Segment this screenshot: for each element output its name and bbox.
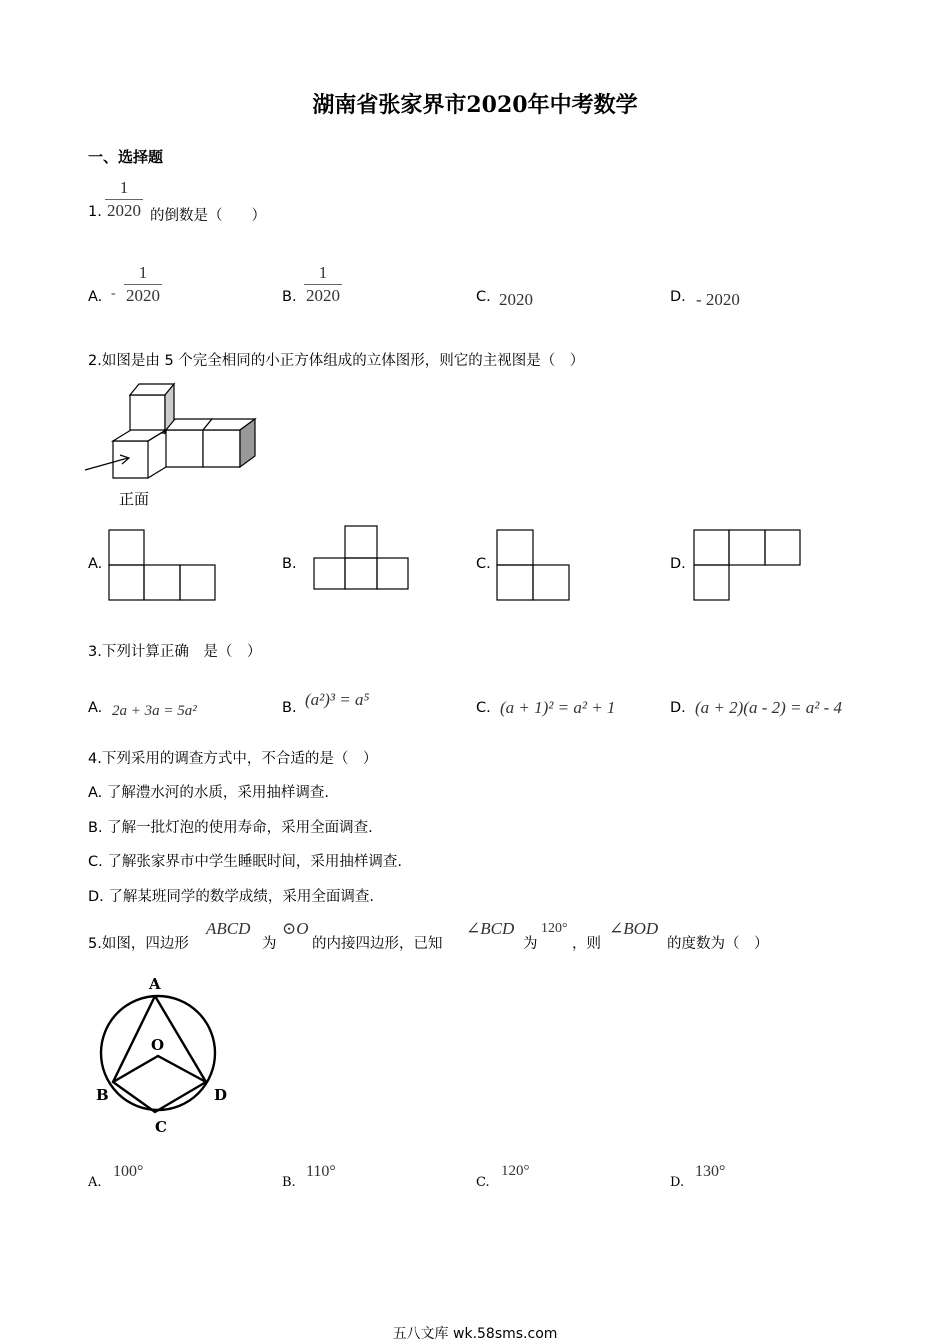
question-5-part2: 为 [262, 936, 277, 952]
figure-label-c: C [155, 1118, 167, 1136]
q5-math-angle-bcd: ∠BCD [466, 919, 515, 938]
q1-option-a-label[interactable]: A. [88, 289, 103, 305]
fraction-numerator: 1 [119, 178, 129, 197]
q4-option-d[interactable]: D. 了解某班同学的数学成绩，采用全面调查. [88, 889, 374, 905]
figure-label-o: O [151, 1036, 165, 1054]
q1-option-d-label[interactable]: D. [670, 289, 686, 305]
q3-option-a-expr: 2a + 3a = 5a² [112, 703, 197, 719]
q1-option-b-label[interactable]: B. [282, 289, 297, 305]
footer-watermark: 五八文库 wk.58sms.com [392, 1326, 558, 1342]
figure-label-d: D [214, 1086, 228, 1104]
section-heading: 一、选择题 [88, 148, 164, 166]
q4-option-b[interactable]: B. 了解一批灯泡的使用寿命，采用全面调查. [88, 820, 373, 836]
fraction-numerator: 1 [138, 263, 148, 282]
q5-option-a-label[interactable]: A. [88, 1175, 102, 1190]
page-title: 湖南省张家界市2020年中考数学 [312, 92, 638, 118]
fraction-denominator: 2020 [107, 201, 141, 220]
question-5-part4: 为 [523, 936, 538, 952]
q5-math-angle-bod: ∠BOD [609, 919, 659, 938]
q1-option-a-sign: - [111, 286, 116, 301]
q4-option-a[interactable]: A. 了解澧水河的水质，采用抽样调查. [88, 785, 329, 801]
q4-option-c[interactable]: C. 了解张家界市中学生睡眠时间，采用抽样调查. [88, 854, 402, 870]
question-1-stem: 的倒数是（ ） [150, 208, 266, 224]
question-4-stem: 4.下列采用的调查方式中，不合适的是（ ） [88, 751, 378, 767]
q3-option-c-label[interactable]: C. [476, 700, 491, 716]
q2-option-d-label[interactable]: D. [670, 556, 686, 572]
q3-option-b-expr: (a²)³ = a⁵ [305, 690, 370, 709]
q1-option-d-value: - 2020 [696, 290, 740, 309]
q3-option-c-expr: (a + 1)² = a² + 1 [500, 698, 616, 717]
question-5-part6: 的度数为（ ） [667, 936, 769, 952]
question-3-stem: 3.下列计算正确 是（ ） [88, 644, 262, 660]
q5-option-c-value: 120° [501, 1163, 530, 1179]
q5-option-a-value: 100° [113, 1163, 144, 1180]
fraction-denominator: 2020 [306, 286, 340, 305]
q5-math-circle-o: ⊙O [282, 919, 309, 938]
question-2-stem: 2.如图是由 5 个完全相同的小正方体组成的立体图形，则它的主视图是（ ） [88, 353, 585, 369]
question-5-part5: ，则 [572, 936, 601, 952]
q5-option-b-value: 110° [306, 1163, 336, 1180]
q3-option-d-label[interactable]: D. [670, 700, 686, 716]
q2-option-b-label[interactable]: B. [282, 556, 297, 572]
q1-option-c-label[interactable]: C. [476, 289, 491, 305]
figure-label-b: B [96, 1086, 109, 1104]
front-view-label: 正面 [119, 490, 150, 508]
q3-option-d-expr: (a + 2)(a - 2) = a² - 4 [695, 698, 843, 717]
q2-option-a-label[interactable]: A. [88, 556, 103, 572]
fraction-denominator: 2020 [126, 286, 160, 305]
q5-math-120: 120° [541, 921, 568, 936]
question-5-part1: 5.如图，四边形 [88, 936, 189, 952]
question-1-number: 1. [88, 204, 102, 220]
q5-option-b-label[interactable]: B. [282, 1175, 296, 1190]
q1-option-c-value: 2020 [499, 290, 533, 309]
q2-option-c-label[interactable]: C. [476, 556, 491, 572]
q5-option-d-value: 130° [695, 1163, 726, 1180]
figure-label-a: A [149, 975, 161, 993]
q5-math-abcd: ABCD [206, 919, 251, 938]
q3-option-b-label[interactable]: B. [282, 700, 297, 716]
q3-option-a-label[interactable]: A. [88, 700, 103, 716]
q5-option-c-label[interactable]: C. [476, 1175, 490, 1190]
fraction-numerator: 1 [318, 263, 328, 282]
q5-option-d-label[interactable]: D. [670, 1175, 685, 1190]
question-5-part3: 的内接四边形，已知 [312, 936, 443, 952]
